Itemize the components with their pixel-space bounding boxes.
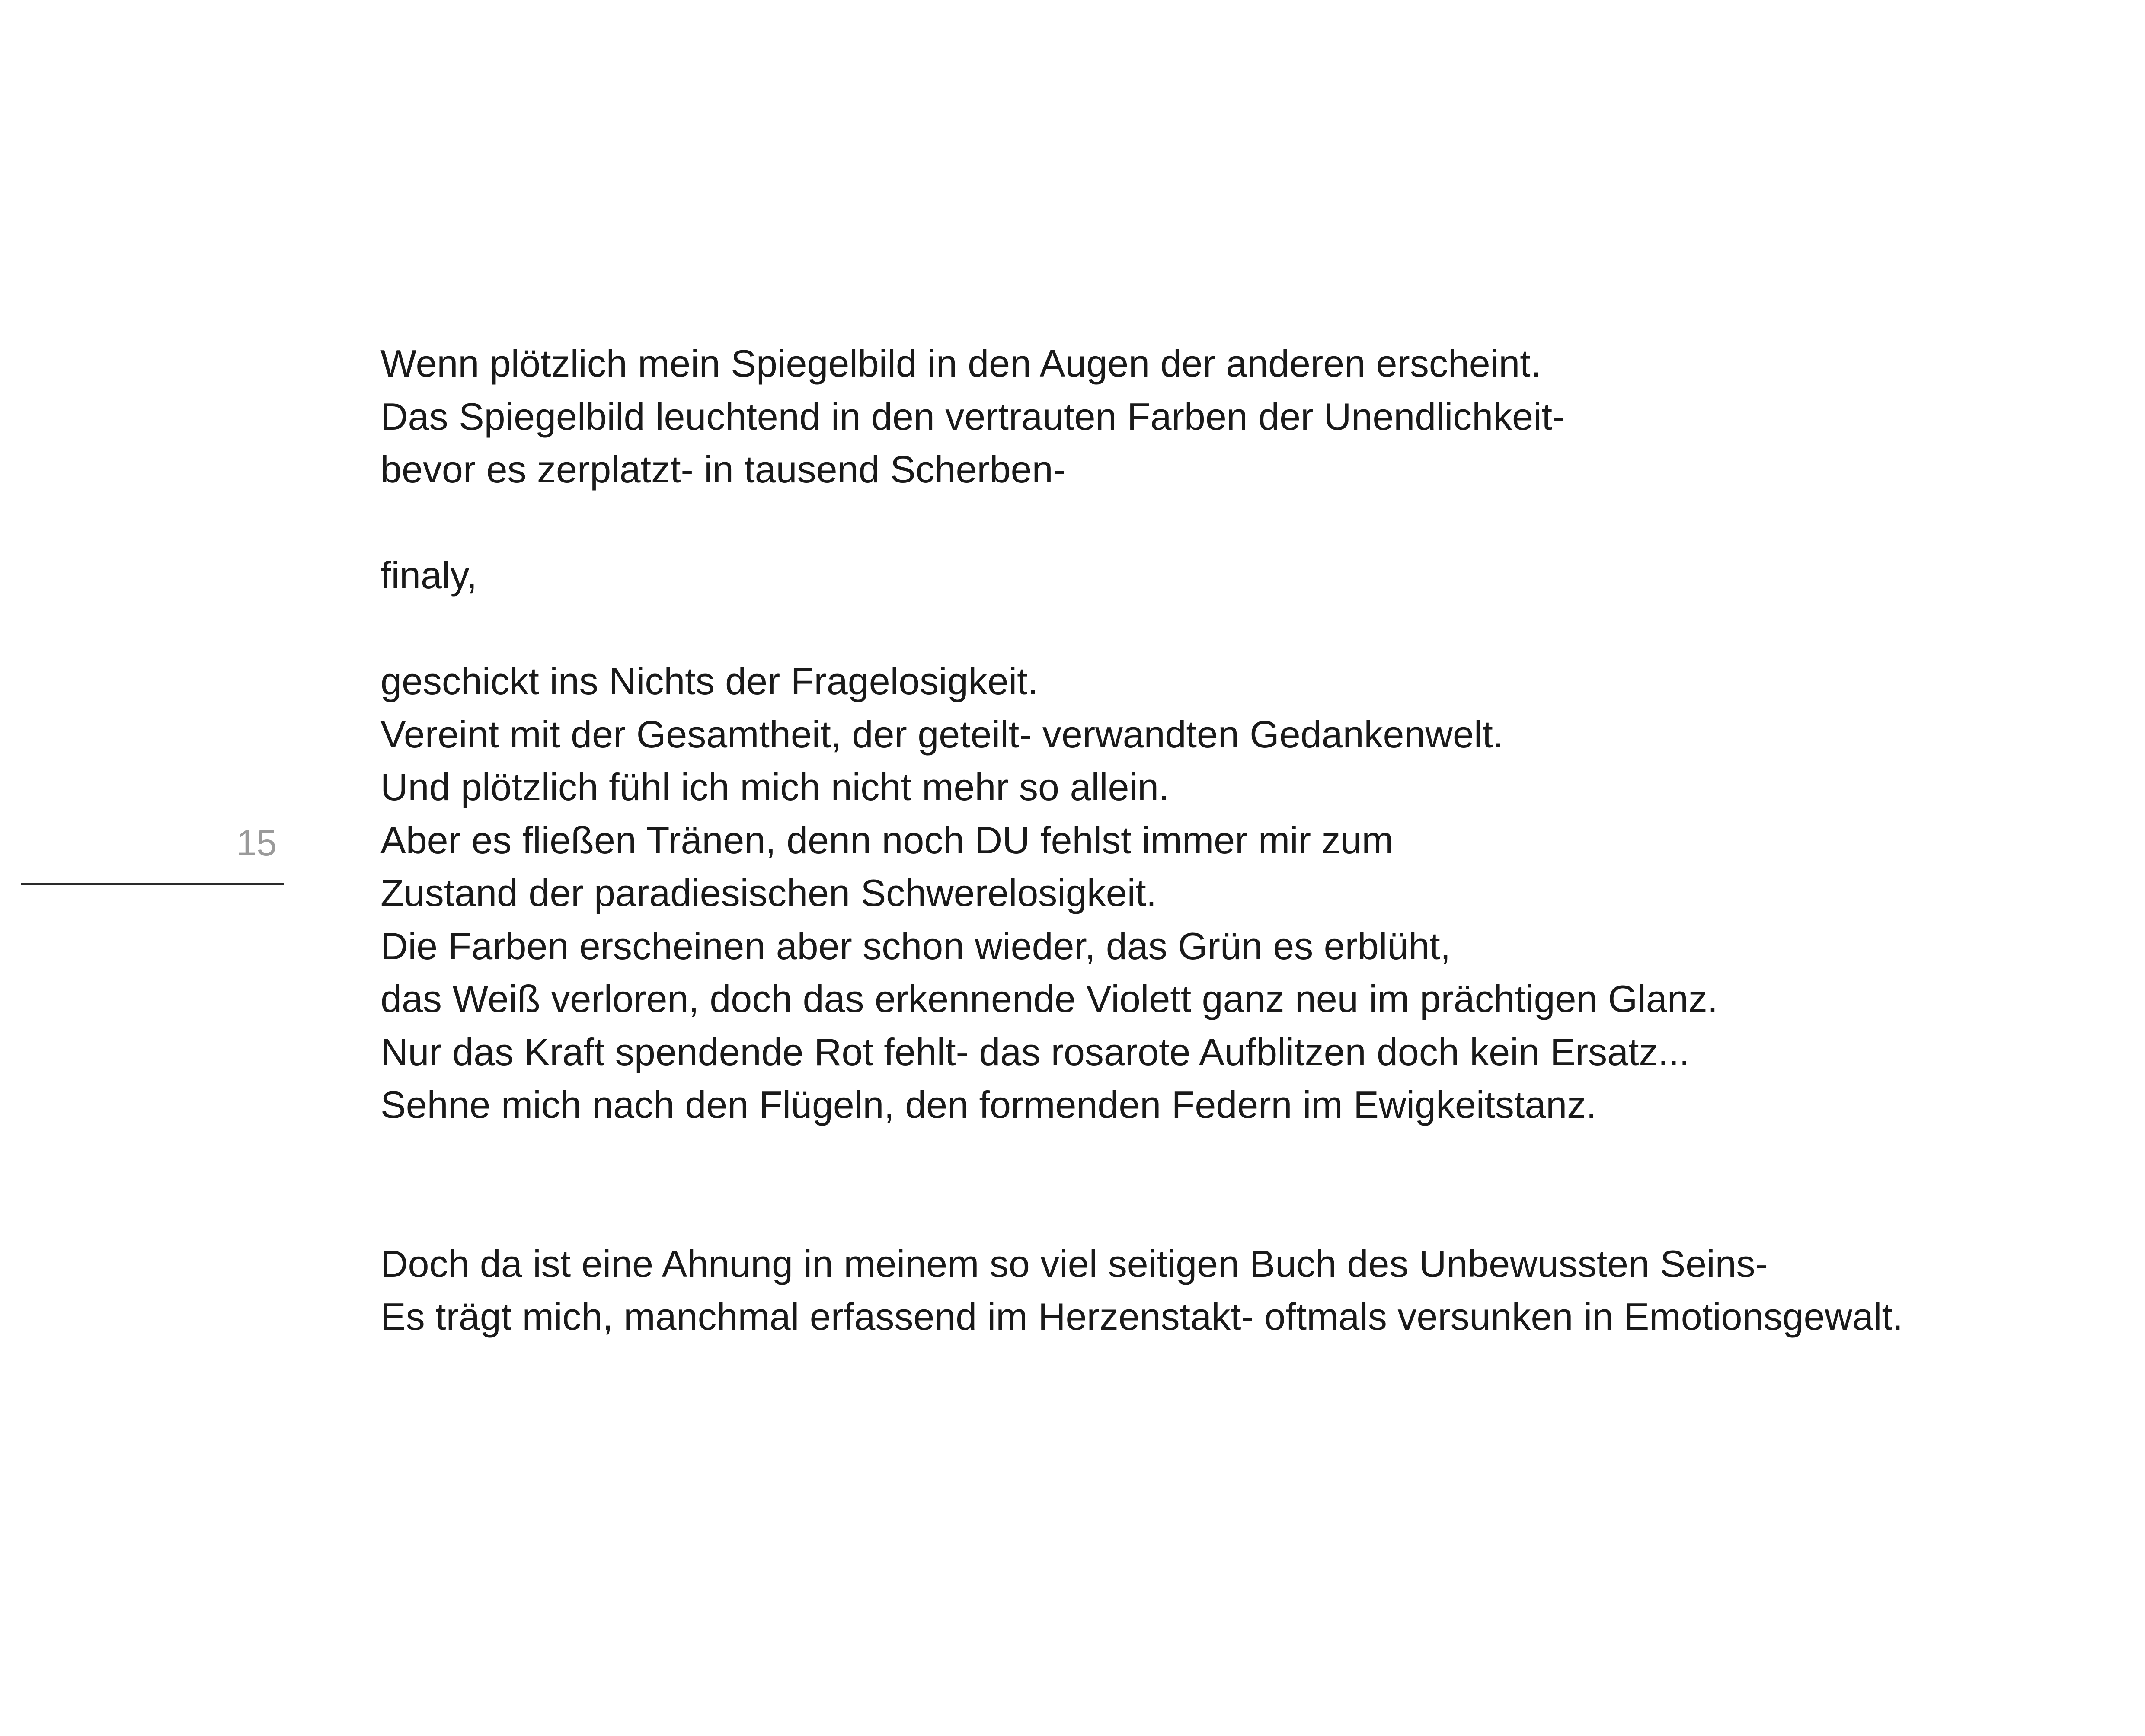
stanza-spacer	[380, 496, 2067, 549]
poem-line: Nur das Kraft spendende Rot fehlt- das rosarote Aufblitzen doch kein Ersatz...	[380, 1030, 1690, 1073]
poem-line: Vereint mit der Gesamtheit, der geteilt- verwandten Gedankenwelt.	[380, 712, 1504, 756]
poem-line: Das Spiegelbild leuchtend in den vertrauten Farben der Unendlichkeit-	[380, 395, 1565, 438]
poem-body	[380, 337, 2067, 1343]
poem-line: Sehne mich nach den Flügeln, den formenden Federn im Ewigkeitstanz.	[380, 1083, 1597, 1126]
poem-line: das Weiß verloren, doch das erkennende Violett ganz neu im prächtigen Glanz.	[380, 977, 1718, 1020]
poem-line: bevor es zerplatzt- in tausend Scherben-	[380, 448, 1066, 491]
poem-line: Zustand der paradiesischen Schwerelosigkeit.	[380, 871, 1157, 914]
stanza-spacer	[380, 1132, 2067, 1238]
poem-line: finaly,	[380, 554, 477, 597]
stanza-3	[380, 655, 2067, 1132]
stanza-1	[380, 337, 2067, 496]
poem-line: Aber es fließen Tränen, denn noch DU fehlst immer mir zum	[380, 818, 1394, 862]
page-number-rule	[21, 883, 284, 885]
poem-line: Und plötzlich fühl ich mich nicht mehr so allein.	[380, 766, 1170, 808]
poem-line: geschickt ins Nichts der Fragelosigkeit.	[380, 660, 1039, 702]
poem-line: Die Farben erscheinen aber schon wieder, das Grün es erblüht,	[380, 924, 1451, 967]
stanza-2	[380, 549, 2067, 602]
poem-line: Wenn plötzlich mein Spiegelbild in den Augen der anderen erscheint.	[380, 342, 1541, 385]
page-number: 15	[236, 823, 277, 863]
poem-line: Es trägt mich, manchmal erfassend im Herzenstakt- oftmals versunken in Emotionsgewalt.	[380, 1295, 1903, 1338]
poem-line: Doch da ist eine Ahnung in meinem so viel seitigen Buch des Unbewussten Seins-	[380, 1242, 1768, 1285]
stanza-spacer	[380, 602, 2067, 655]
stanza-4	[380, 1238, 2067, 1343]
